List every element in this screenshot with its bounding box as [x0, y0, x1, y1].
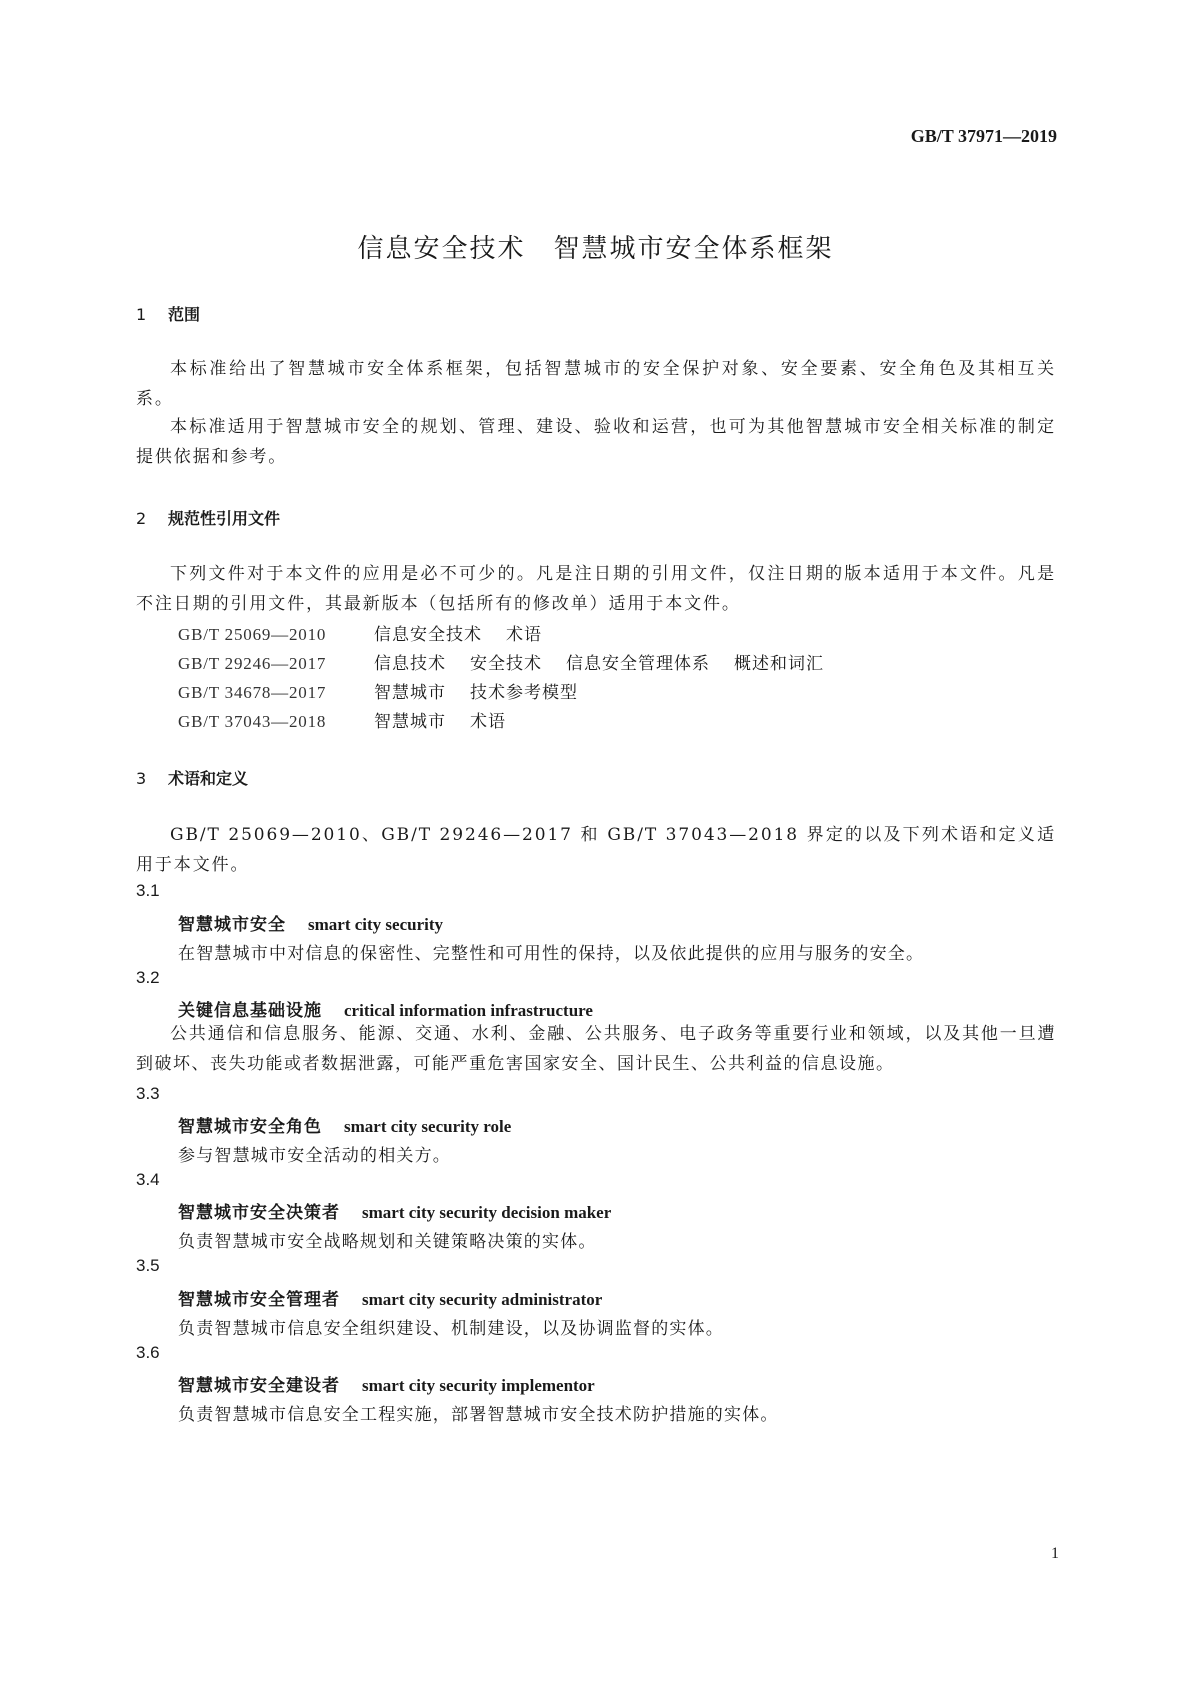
section-number: 2 [136, 509, 147, 528]
term-en: smart city security decision maker [362, 1203, 612, 1222]
term-definition: 在智慧城市中对信息的保密性、完整性和可用性的保持，以及依此提供的应用与服务的安全。 [178, 944, 925, 964]
reference-title-part: 智慧城市 [374, 712, 446, 732]
term-zh: 智慧城市安全角色 [178, 1117, 322, 1137]
term-entry [178, 1285, 602, 1310]
term-definition: 公共通信和信息服务、能源、交通、水利、金融、公共服务、电子政务等重要行业和领域，以及其他一旦遭到破坏、丧失功能或者数据泄露，可能严重危害国家安全、国计民生、公共利益的信息设施。 [136, 1024, 1056, 1074]
reference-code: GB/T 37043—2018 [178, 712, 327, 731]
clause-number: 3.6 [136, 1343, 160, 1362]
term-en: smart city security administrator [362, 1290, 603, 1309]
reference-code: GB/T 29246—2017 [178, 654, 327, 673]
term-entry [178, 1198, 611, 1223]
reference-item [178, 620, 542, 645]
term-entry [178, 996, 593, 1021]
reference-item [178, 678, 578, 703]
reference-item [178, 649, 824, 674]
section-number: 3 [136, 769, 147, 788]
standard-code: GB/T 37971—2019 [910, 126, 1057, 146]
reference-title-part: 信息技术 [374, 654, 446, 674]
reference-title-part: 智慧城市 [374, 683, 446, 703]
reference-code: GB/T 34678—2017 [178, 683, 327, 702]
clause-number: 3.2 [136, 968, 160, 987]
term-en: critical information infrastructure [344, 1001, 593, 1020]
term-en: smart city security [308, 915, 444, 934]
term-zh: 智慧城市安全决策者 [178, 1203, 340, 1223]
term-definition: 负责智慧城市信息安全工程实施，部署智慧城市安全技术防护措施的实体。 [178, 1405, 779, 1425]
section-2-heading [136, 506, 280, 529]
term-definition: 负责智慧城市安全战略规划和关键策略决策的实体。 [178, 1232, 597, 1252]
clause-number: 3.4 [136, 1170, 160, 1189]
reference-title-part: 概述和词汇 [734, 654, 824, 674]
section-1-paragraph-2: 本标准适用于智慧城市安全的规划、管理、建设、验收和运营，也可为其他智慧城市安全相关标准的制定提供依据和参考。 [136, 417, 1056, 467]
term-entry [178, 1112, 511, 1137]
reference-title-part: 安全技术 [470, 654, 542, 674]
section-title: 术语和定义 [168, 769, 249, 788]
section-2-paragraph: 下列文件对于本文件的应用是必不可少的。凡是注日期的引用文件，仅注日期的版本适用于本文件。凡是不注日期的引用文件，其最新版本（包括所有的修改单）适用于本文件。 [136, 564, 1056, 614]
clause-number: 3.5 [136, 1256, 160, 1275]
term-zh: 智慧城市安全管理者 [178, 1290, 340, 1310]
reference-title-part: 术语 [506, 625, 542, 645]
term-zh: 智慧城市安全 [178, 915, 286, 935]
clause-number: 3.1 [136, 881, 160, 900]
term-en: smart city security role [344, 1117, 512, 1136]
section-number: 1 [136, 305, 147, 324]
section-3-heading [136, 766, 248, 789]
reference-item [178, 707, 506, 732]
term-definition: 参与智慧城市安全活动的相关方。 [178, 1146, 451, 1166]
section-3-paragraph: GB/T 25069—2010、GB/T 29246—2017 和 GB/T 37043—2018 界定的以及下列术语和定义适用于本文件。 [136, 825, 1056, 875]
clause-number: 3.3 [136, 1084, 160, 1103]
reference-title-part: 术语 [470, 712, 506, 732]
reference-title-part: 信息安全管理体系 [566, 654, 710, 674]
term-zh: 智慧城市安全建设者 [178, 1376, 340, 1396]
section-title: 规范性引用文件 [168, 509, 281, 528]
reference-title-part: 信息安全技术 [374, 625, 482, 645]
reference-code: GB/T 25069—2010 [178, 625, 327, 644]
reference-title-part: 技术参考模型 [470, 683, 578, 703]
term-en: smart city security implementor [362, 1376, 595, 1395]
document-title: 信息安全技术 智慧城市安全体系框架 [357, 234, 834, 264]
term-entry [178, 1371, 595, 1396]
page-number: 1 [1051, 1545, 1059, 1562]
section-1-paragraph-1: 本标准给出了智慧城市安全体系框架，包括智慧城市的安全保护对象、安全要素、安全角色及其相互关系。 [136, 359, 1056, 409]
term-zh: 关键信息基础设施 [178, 1001, 322, 1021]
term-definition: 负责智慧城市信息安全组织建设、机制建设，以及协调监督的实体。 [178, 1319, 724, 1339]
section-1-heading [136, 302, 200, 325]
term-entry [178, 910, 443, 935]
section-title: 范围 [168, 305, 201, 324]
